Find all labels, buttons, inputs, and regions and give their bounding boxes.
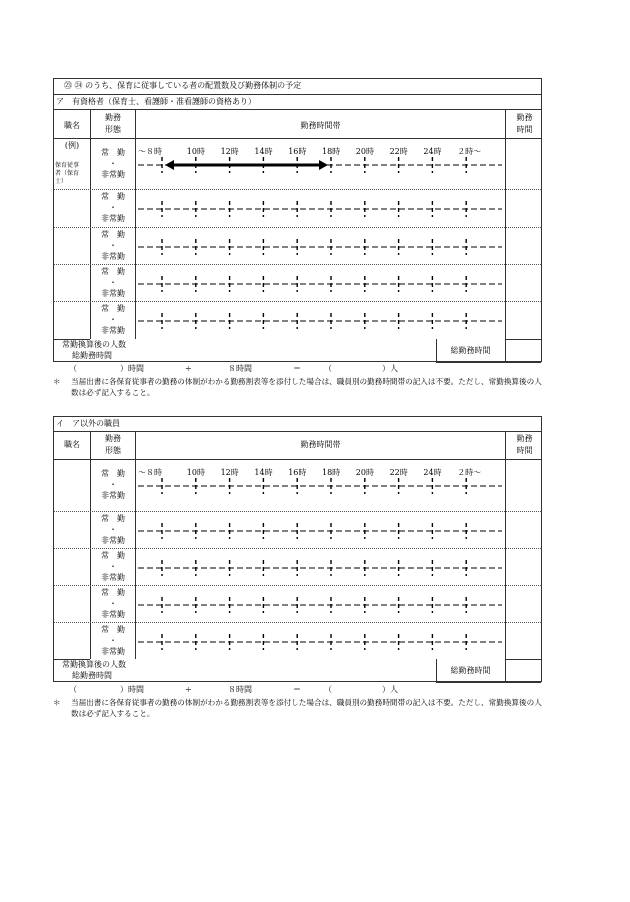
calc-people: ）人 [382, 364, 398, 373]
row-label-hijoukin: 非常勤 [101, 572, 125, 582]
header-job: 職名 [64, 440, 80, 449]
total-hours-box[interactable]: 総勤務時間 [450, 346, 491, 355]
section-heading: ア 有資格者（保育士、看護師・准看護師の資格あり） [56, 97, 256, 106]
example-job-3: 士） [55, 178, 68, 185]
time-label: ～８時 [138, 468, 162, 477]
example-job-1: 保育従事 [55, 162, 80, 169]
example-job-2: 者（保育 [55, 170, 80, 177]
calc-hours: ）時間 [120, 364, 144, 373]
row-label-hijoukin: 非常勤 [101, 288, 125, 298]
time-label: 14時 [254, 468, 273, 477]
row-label-hijoukin: 非常勤 [101, 214, 125, 223]
time-label: 12時 [220, 147, 239, 156]
timeline-3[interactable] [136, 548, 504, 585]
header-form-2: 形態 [105, 125, 121, 134]
timeline-4[interactable] [136, 264, 504, 301]
timeline-2[interactable] [136, 189, 504, 227]
calc-div: ÷ [185, 364, 192, 373]
time-label: 24時 [423, 468, 442, 477]
row-label-dot: ・ [109, 240, 117, 250]
header-form-2: 形態 [105, 446, 121, 455]
row-label-dot: ・ [109, 203, 117, 212]
time-label: 16時 [288, 468, 307, 477]
header-job: 職名 [64, 121, 80, 130]
calc-open: （ [69, 685, 77, 694]
staffing-form-other [53, 416, 542, 682]
timeline-2[interactable] [136, 511, 504, 548]
time-label: 20時 [355, 468, 374, 477]
fte-people-label: 常勤換算後の人数 [62, 340, 126, 349]
header-hours-2: 時間 [516, 125, 533, 134]
time-label: 16時 [288, 147, 307, 156]
time-label: 22時 [389, 147, 408, 156]
timeline-1[interactable] [136, 138, 504, 189]
note-2 [53, 697, 543, 719]
note-1 [53, 376, 543, 398]
row-label-joukin: 常 勤 [101, 550, 125, 560]
row-label-dot: ・ [109, 561, 117, 571]
header-hours-1: 勤務 [516, 113, 533, 122]
row-label-joukin: 常 勤 [101, 192, 125, 201]
timeline-5[interactable] [136, 301, 504, 339]
time-label: ２時～ [457, 468, 482, 477]
row-label-joukin: 常 勤 [101, 587, 125, 597]
total-hours-label: 総勤務時間 [72, 671, 112, 680]
header-timeband: 勤務時間帯 [300, 121, 341, 130]
time-label: ２時～ [457, 147, 482, 156]
row-label-dot: ・ [109, 524, 117, 534]
timeline-1[interactable] [136, 459, 504, 511]
row-label-joukin: 常 勤 [101, 229, 125, 239]
staffing-form-qualified [53, 78, 542, 362]
calc-open2: （ [324, 685, 332, 694]
time-label: ～８時 [138, 147, 162, 156]
row-label-joukin: 常 勤 [101, 513, 125, 523]
calc-hours: ）時間 [120, 685, 144, 694]
time-label: 10時 [186, 147, 205, 156]
calc-eq: ＝ [293, 364, 301, 373]
time-label: 20時 [355, 147, 374, 156]
row-label-hijoukin: 非常勤 [101, 609, 125, 619]
row-label-dot: ・ [109, 480, 117, 489]
calc-eight: ８時間 [228, 364, 252, 373]
row-label-hijoukin: 非常勤 [101, 646, 125, 656]
header-hours-2: 時間 [516, 446, 533, 455]
note-star: ＊ [53, 698, 61, 707]
row-label-hijoukin: 非常勤 [101, 326, 125, 335]
row-label-joukin: 常 勤 [101, 469, 125, 478]
fte-people-label: 常勤換算後の人数 [62, 660, 126, 669]
row-label-dot: ・ [109, 635, 117, 645]
header-timeband: 勤務時間帯 [300, 440, 341, 449]
row-label-hijoukin: 非常勤 [101, 491, 125, 500]
arrow-right-icon [319, 160, 328, 170]
calc-eight: ８時間 [228, 685, 252, 694]
row-label-hijoukin: 非常勤 [101, 169, 125, 179]
note-star: ＊ [53, 377, 61, 386]
header-hours-1: 勤務 [516, 434, 533, 443]
time-label: 24時 [423, 147, 442, 156]
form-title: ㉓ ㉔ のうち、保育に従事している者の配置数及び勤務体制の予定 [64, 81, 302, 90]
row-label-dot: ・ [109, 277, 117, 287]
row-label-dot: ・ [109, 598, 117, 608]
time-label: 18時 [322, 468, 341, 477]
timeline-3[interactable] [136, 227, 504, 264]
timeline-5[interactable] [136, 622, 504, 659]
header-form-1: 勤務 [105, 113, 121, 122]
note-text: 当届出書に各保育従事者の勤務の体制がわかる勤務割表等を添付した場合は、職員別の勤務時間帯の記入は不要。ただし、常勤換算後の人数は必ず記入すること。 [71, 377, 542, 397]
row-label-dot: ・ [109, 158, 117, 168]
calc-open: （ [69, 364, 77, 373]
calc-eq: ＝ [293, 685, 301, 694]
timeline-4[interactable] [136, 585, 504, 622]
row-label-hijoukin: 非常勤 [101, 535, 125, 545]
time-label: 12時 [220, 468, 239, 477]
row-label-hijoukin: 非常勤 [101, 251, 125, 261]
calc-div: ÷ [185, 685, 192, 694]
arrow-left-icon [165, 160, 174, 170]
total-hours-box[interactable]: 総勤務時間 [450, 666, 491, 675]
row-label-joukin: 常 勤 [101, 147, 125, 157]
calc-people: ）人 [382, 685, 398, 694]
time-label: 18時 [322, 147, 341, 156]
calc-open2: （ [324, 364, 332, 373]
note-text: 当届出書に各保育従事者の勤務の体制がわかる勤務割表等を添付した場合は、職員別の勤務時間帯の記入は不要。ただし、常勤換算後の人数は必ず記入すること。 [71, 698, 542, 718]
time-label: 22時 [389, 468, 408, 477]
example-mark: (例) [64, 141, 80, 150]
header-form-1: 勤務 [105, 434, 121, 443]
section-heading: イ ア以外の職員 [56, 419, 120, 428]
time-label: 10時 [186, 468, 205, 477]
time-label: 14時 [254, 147, 273, 156]
row-label-joukin: 常 勤 [101, 304, 125, 313]
row-label-joukin: 常 勤 [101, 266, 125, 276]
total-hours-label: 総勤務時間 [72, 351, 112, 360]
row-label-joukin: 常 勤 [101, 624, 125, 634]
row-label-dot: ・ [109, 315, 117, 324]
